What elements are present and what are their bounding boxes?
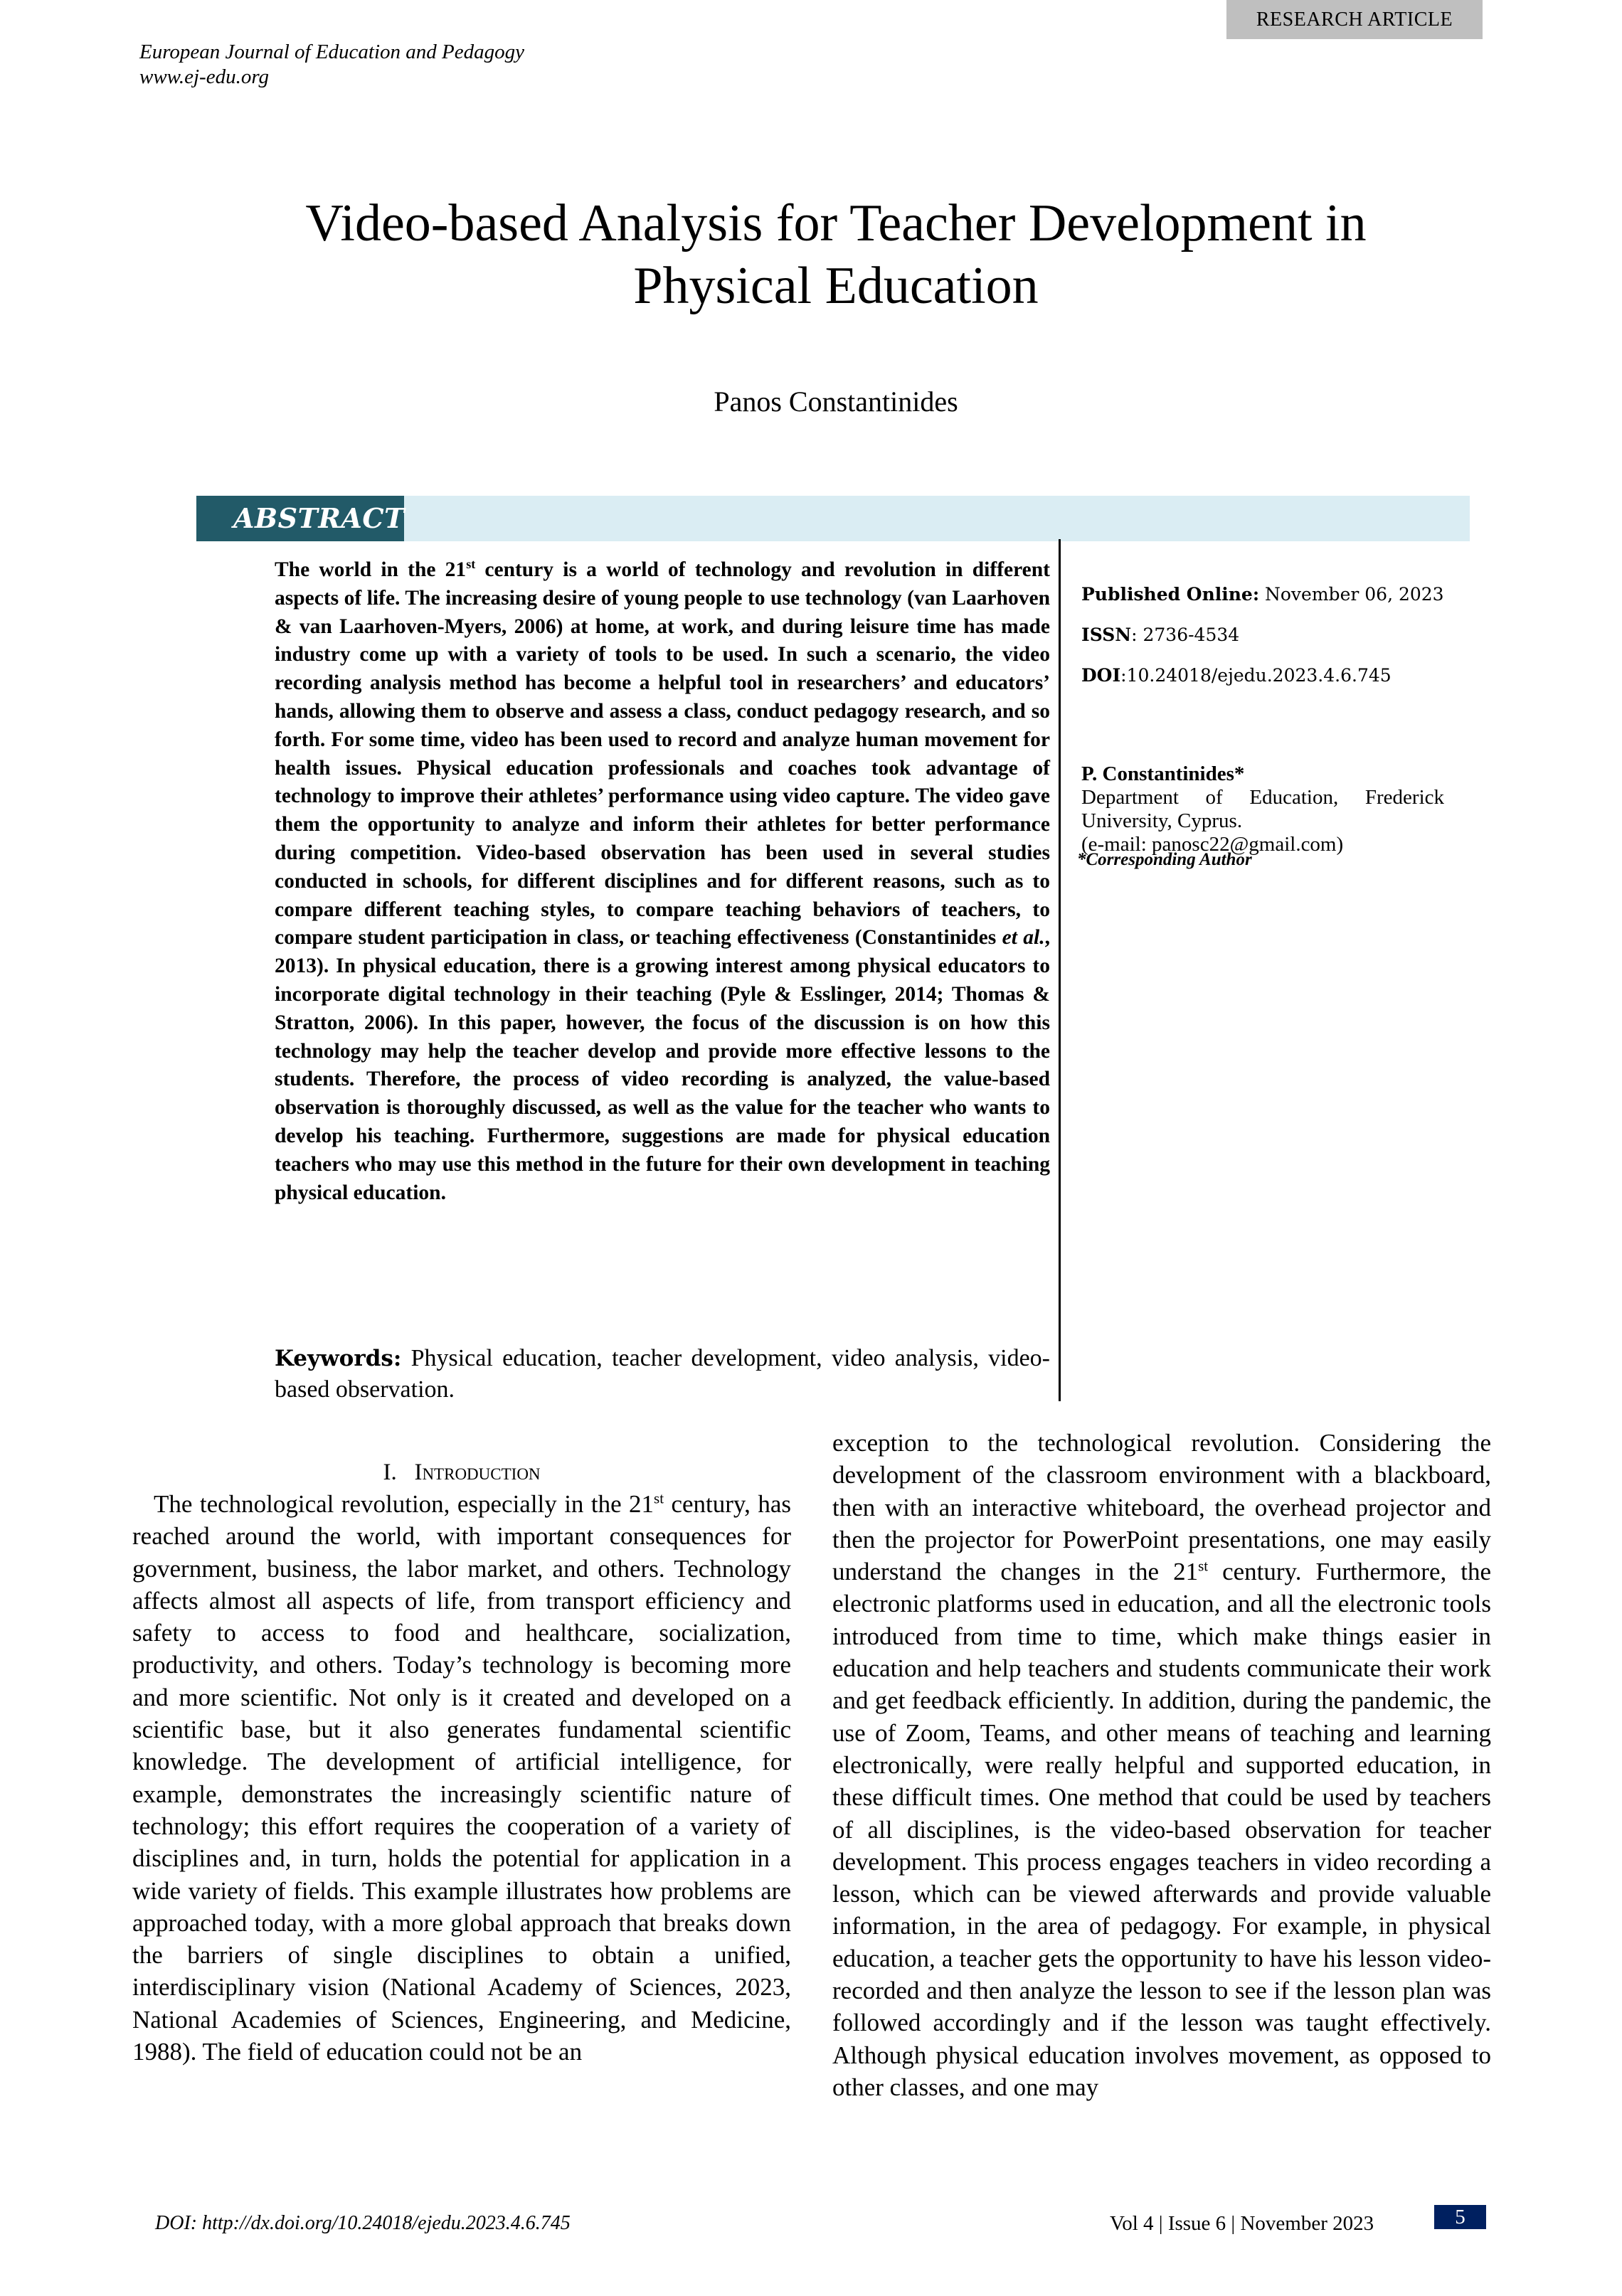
article-metadata — [1081, 580, 1451, 701]
doi: DOI:10.24018/ejedu.2023.4.6.745 — [1081, 665, 1392, 686]
author-email[interactable]: (e-mail: panosc22@gmail.com) — [1081, 833, 1344, 856]
author-affiliation — [1081, 762, 1444, 856]
affiliation-department: Department of Education, Frederick University, Cyprus. — [1081, 786, 1444, 832]
abstract-text-part1: century is a world of technology and revolution in different aspects of life. The increasing desire of young people to use technology (van Laarhoven & van Laarhoven-Myers, 2006) at home, at work, and during leisure time has made industry come up with a variety of tools to be used. In such a scenario, the video recording analysis method has become a helpful tool in researchers’ and educators’ hands, allowing them to observe and assess a class, conduct pedagogy research, and so forth. For some time, video has been used to record and analyze human movement for health issues. Physical education professionals and coaches took advantage of technology to improve their athletes’ performance using video capture. The video gave them the opportunity to analyze and inform their athletes for better performance during competition. Video-based observation has been used in several studies conducted in schools, for different disciplines and for different reasons, such as to compare different teaching styles, to compare teaching behaviors of teachers, to compare student participation in class, or teaching effectiveness (Constantinides — [275, 558, 1051, 950]
body-column-left — [132, 1488, 791, 2068]
citation-etal: et al. — [1002, 926, 1045, 950]
corresponding-author-note: *Corresponding Author — [1077, 850, 1252, 869]
paragraph-text: The technological revolution, especially in the 21 — [154, 1490, 654, 1518]
paragraph-text: century, has reached around the world, with important consequences for government, business, the labor market, and others. Technology affects almost all aspects of life, from transport efficiency and safety to access to food and healthcare, socialization, productivity, and others. Today’s technology is becoming more and more scientific. Not only is it created and developed on a scientific base, but it also generates fundamental scientific knowledge. The development of artificial intelligence, for example, demonstrates the increasingly scientific nature of technology; this effort requires the cooperation of a variety of disciplines and, in turn, holds the potential for application in a wide variety of fields. This example illustrates how problems are approached today, with a more global approach that breaks down the barriers of single disciplines to obtain a unified, interdisciplinary vision (National Academy of Sciences, 2023, National Academies of Sciences, Engineering, and Medicine, 1988). The field of education could not be an — [132, 1490, 791, 2066]
journal-header — [139, 40, 524, 90]
abstract-text-part2: , 2013). In physical education, there is a growing interest among physical educators to incorporate digital technology in their teaching (Pyle & Esslinger, 2014; Thomas & Stratton, 2006). In this paper, however, the focus of the discussion is on how this technology may help the teacher develop and provide more effective lessons to the students. Therefore, the process of video recording is analyzed, the value-based observation is thoroughly discussed, as well as the value for the teacher who wants to develop his teaching. Furthermore, suggestions are made for physical education teachers who may use this method in the future for their own development in teaching physical education. — [275, 926, 1050, 1204]
footer-doi-link[interactable]: DOI: http://dx.doi.org/10.24018/ejedu.2023.4.6.745 — [155, 2212, 571, 2234]
body-column-right — [832, 1427, 1491, 2103]
superscript: st — [466, 557, 476, 572]
article-type-badge: RESEARCH ARTICLE — [1226, 0, 1483, 39]
footer-volume-issue: Vol 4 | Issue 6 | November 2023 — [1110, 2212, 1374, 2235]
issn: ISSN: 2736-4534 — [1081, 625, 1240, 645]
column-divider — [1059, 539, 1061, 1401]
paragraph-text: exception to the technological revolution. Considering the development of the classroom environment with a blackboard, then with an interactive whiteboard, the overhead projector and then the projector for PowerPoint presentations, one may easily understand the changes in the 21 — [832, 1429, 1491, 1586]
section-title: Introduction — [414, 1460, 541, 1485]
article-title: Video-based Analysis for Teacher Development in Physical Education — [305, 194, 1367, 315]
published-online: Published Online: November 06, 2023 — [1081, 584, 1444, 605]
abstract-label: ABSTRACT — [196, 496, 404, 541]
superscript: st — [1198, 1557, 1209, 1575]
keywords-value: Physical education, teacher development, video analysis, video-based observation. — [275, 1345, 1050, 1403]
superscript: st — [654, 1489, 664, 1507]
keywords — [275, 1343, 1050, 1405]
keywords-label: Keywords: — [275, 1346, 402, 1371]
journal-name: European Journal of Education and Pedagogy — [139, 41, 524, 63]
abstract-body — [275, 556, 1050, 1207]
paragraph-text: century. Furthermore, the electronic platforms used in education, and all the electronic tools introduced from time to time, which make things easier in education and help teachers and students communicate their work and get feedback efficiently. In addition, during the pandemic, the use of Zoom, Teams, and other means of teaching and learning electronically, were really helpful and supported education, in these difficult times. One method that could be used by teachers of all disciplines, is the video-based observation for teacher development. This process engages teachers in video recording a lesson, which can be viewed afterwards and provide valuable information, in the area of pedagogy. For example, in physical education, a teacher gets the opportunity to have his lesson video-recorded and then analyze the lesson to see if the lesson plan was followed accordingly and if the lesson was taught effectively. Although physical education involves movement, as opposed to other classes, and one may — [832, 1558, 1491, 2101]
abstract-text-start: The world in the 21 — [275, 558, 467, 581]
journal-url: www.ej-edu.org — [139, 65, 270, 88]
section-number: I. — [383, 1460, 397, 1485]
section-heading-introduction — [132, 1460, 791, 1486]
article-author: Panos Constantinides — [714, 386, 958, 418]
affiliation-author-name: P. Constantinides* — [1081, 762, 1245, 785]
page-number: 5 — [1434, 2205, 1486, 2229]
